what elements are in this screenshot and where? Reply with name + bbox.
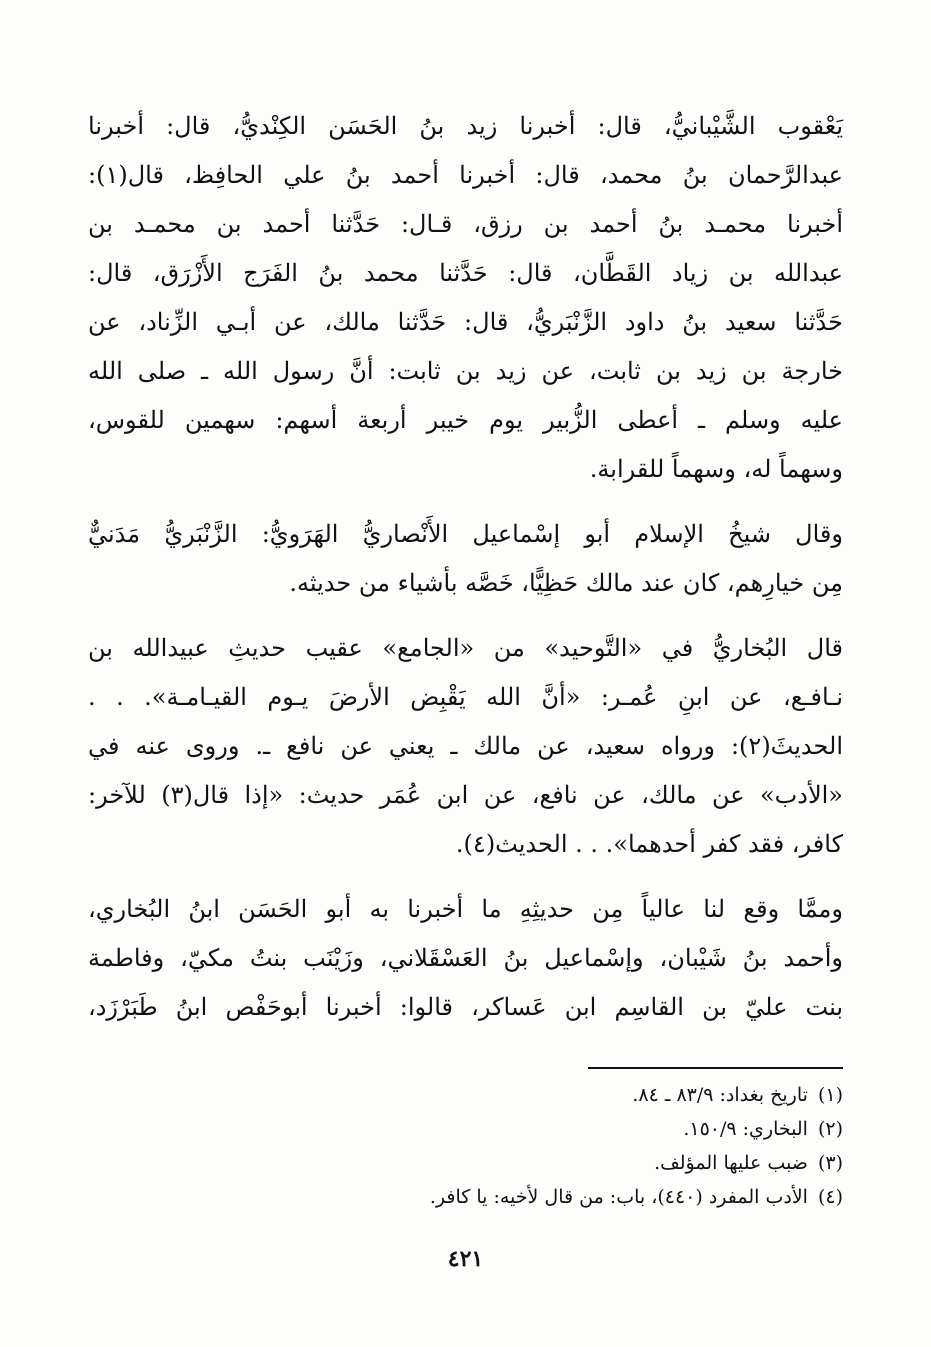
text-line: كافر، فقد كفر أحدهما». . . الحديث(٤). (455, 830, 843, 858)
footnote-1 (88, 1078, 843, 1112)
footnote-3 (88, 1146, 843, 1180)
paragraph-3 (88, 624, 843, 869)
text-line: عبدالرَّحمان بنُ محمد، قال: أخبرنا أحمد بنُ علي الحافِظ، قال(١): (88, 161, 843, 189)
text-line: يَعْقوب الشَّيْبانيُّ، قال: أخبرنا زيد بنُ الحَسَن الكِنْديُّ، قال: أخبرنا (88, 112, 843, 140)
text-line: بنت عليّ بن القاسِم ابن عَساكر، قالوا: أخبرنا أبوحَفْص ابنُ طَبَرْزَد، (88, 993, 843, 1021)
footnote-text: ضبب عليها المؤلف. (654, 1152, 808, 1174)
text-line: أخبرنا محمـد بنُ أحمد بن رزق، قـال: حَدَّثنا أحمد بن محمـد بن (88, 210, 843, 238)
text-line: نـافـع، عن ابنِ عُمـر: «أنَّ الله يَقْبِض الأرضَ يـوم القيـامـة». . . (88, 683, 843, 711)
footnote-2 (88, 1112, 843, 1146)
text-line: مِن خيارِهم، كان عند مالك حَظِيًّا، خَصَّه بأشياء من حديثه. (289, 569, 843, 597)
footnote-number: (٣) (817, 1152, 843, 1174)
footnote-number: (٢) (817, 1118, 843, 1140)
footnote-number: (١) (817, 1084, 843, 1106)
text-line: قال البُخاريُّ في «التَّوحيد» من «الجامع» عقيب حديثِ عبيدالله بن (88, 634, 843, 662)
paragraph-2 (88, 510, 843, 608)
text-line: وأحمد بنُ شَيْبان، وإسْماعيل بنُ العَسْقَلاني، وزَيْنَب بنتُ مكيّ، وفاطمة (88, 944, 843, 972)
text-line: حَدَّثنا سعيد بنُ داود الزَّنْبَريُّ، قال: حَدَّثنا مالك، عن أبـي الزِّناد، عن (88, 308, 843, 336)
footnote-number: (٤) (817, 1186, 843, 1208)
paragraph-4 (88, 885, 843, 1032)
footnote-divider (588, 1067, 843, 1069)
text-line: عليه وسلم ـ أعطى الزُّبير يوم خيبر أربعة أسهم: سهمين للقوس، (88, 406, 843, 434)
footnote-text: تاريخ بغداد: ٨٣/٩ ـ ٨٤. (632, 1084, 808, 1106)
main-text (88, 102, 843, 1032)
text-line: الحديثَ(٢): ورواه سعيد، عن مالك ـ يعني عن نافع ـ. وروى عنه في (88, 732, 843, 760)
text-line: وسهماً له، وسهماً للقرابة. (589, 455, 843, 483)
text-line: وقال شيخُ الإسلام أبو إسْماعيل الأَنْصاريُّ الهَرَويُّ: الزَّنْبَريُّ مَدَنيٌّ (88, 520, 843, 548)
text-line: «الأدب» عن مالك، عن نافع، عن ابن عُمَر حديث: «إذا قال(٣) للآخر: (88, 781, 843, 809)
footnote-4 (88, 1180, 843, 1214)
footnote-text: البخاري: ١٥٠/٩. (683, 1118, 808, 1140)
page-number: ٤٢١ (447, 1246, 484, 1272)
text-line: عبدالله بن زياد القَطَّان، قال: حَدَّثنا محمد بنُ الفَرَج الأَزْرَق، قال: (88, 259, 843, 287)
footnotes (88, 1078, 843, 1214)
text-line: وممَّا وقع لنا عالياً مِن حديثِهِ ما أخبرنا به أبو الحَسَن ابنُ البُخاري، (88, 895, 843, 923)
text-line: خارجة بن زيد بن ثابت، عن زيد بن ثابت: أنَّ رسول الله ـ صلى الله (88, 357, 843, 385)
paragraph-1 (88, 102, 843, 494)
footnote-text: الأدب المفرد (٤٤٠)، باب: من قال لأخيه: يا كافر. (429, 1186, 808, 1208)
